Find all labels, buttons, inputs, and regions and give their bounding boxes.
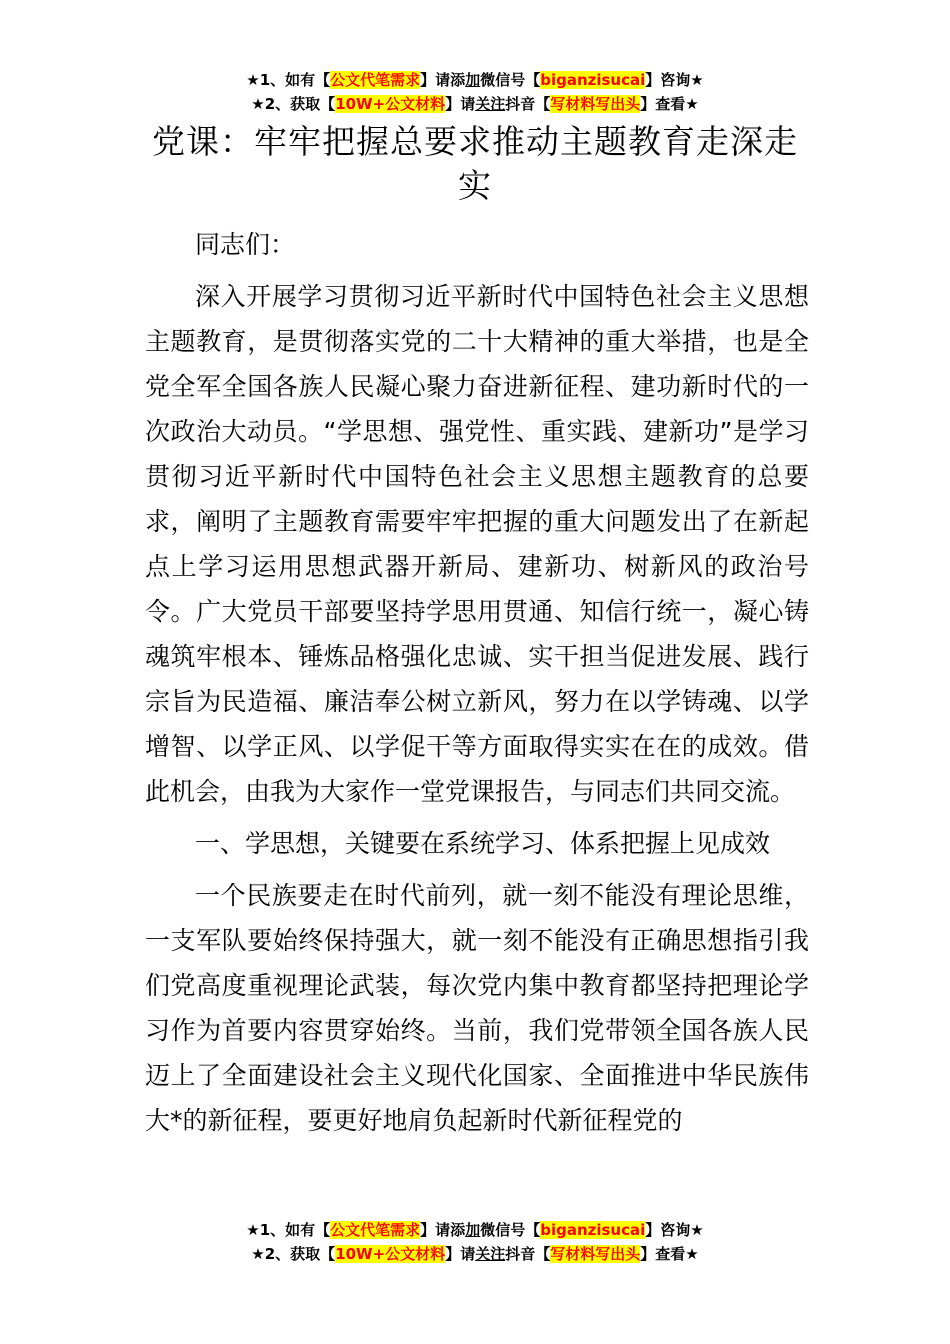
banner-line-2 (0, 92, 950, 116)
banner-highlight: biganzisucai (540, 71, 646, 89)
banner-highlight: 10W+公文材料 (335, 95, 446, 113)
section-heading: 一、学思想，关键要在系统学习、体系把握上见成效 (195, 829, 771, 858)
banner-text: ★1、如有【 (246, 1221, 331, 1239)
banner-text: ★1、如有【 (246, 71, 331, 89)
banner-line-1 (0, 1218, 950, 1242)
paragraph: 深入开展学习贯彻习近平新时代中国特色社会主义思想主题教育，是贯彻落实党的二十大精神的重大举措，也是全党全军全国各族人民凝心聚力奋进新征程、建功新时代的一次政治大动员。“学思想、强党性、重实践、建新功”是学习贯彻习近平新时代中国特色社会主义思想主题教育的总要求，阐明了主题教育需要牢牢把握的重大问题发出了在新起点上学习运用思想武器开新局、建新功、树新风的政治号令。广大党员干部要坚持学思用贯通、知信行统一，凝心铸魂筑牢根本、锤炼品格强化忠诚、实干担当促进发展、践行宗旨为民造福、廉洁奉公树立新风，努力在以学铸魂、以学增智、以学正风、以学促干等方面取得实实在在的成效。借此机会，由我为大家作一堂党课报告，与同志们共同交流。 (145, 282, 809, 806)
banner-text: ★2、获取【 (251, 1245, 336, 1263)
banner-text: 】咨询★ (645, 71, 704, 89)
banner-line-1 (0, 68, 950, 92)
banner-line-2 (0, 1242, 950, 1266)
banner-text: 微信号【 (480, 1221, 541, 1239)
banner-text: 】请添 (420, 71, 466, 89)
banner-highlight: 10W+公文材料 (335, 1245, 446, 1263)
banner-underline: 关注 (475, 1245, 506, 1263)
banner-text: ★2、获取【 (251, 95, 336, 113)
banner-highlight: 写材料写出头 (550, 95, 641, 113)
banner-text: 】查看★ (640, 1245, 699, 1263)
header-banner (0, 68, 950, 116)
banner-text: 抖音【 (505, 1245, 551, 1263)
banner-text: 】查看★ (640, 95, 699, 113)
banner-underline: 加 (465, 71, 481, 89)
banner-text: 】请 (445, 1245, 476, 1263)
banner-highlight: 写材料写出头 (550, 1245, 641, 1263)
banner-text: 】请 (445, 95, 476, 113)
document-body (145, 222, 809, 1143)
banner-text: 】请添 (420, 1221, 466, 1239)
banner-text: 】咨询★ (645, 1221, 704, 1239)
banner-underline: 加 (465, 1221, 481, 1239)
document-title: 党课：牢牢把握总要求推动主题教育走深走实 (152, 122, 798, 205)
footer-banner (0, 1218, 950, 1266)
banner-highlight: biganzisucai (540, 1221, 646, 1239)
banner-highlight: 公文代笔需求 (330, 1221, 421, 1239)
banner-text: 微信号【 (480, 71, 541, 89)
salutation: 同志们： (195, 230, 296, 259)
banner-text: 抖音【 (505, 95, 551, 113)
paragraph: 一个民族要走在时代前列，就一刻不能没有理论思维，一支军队要始终保持强大，就一刻不能没有正确思想指引我们党高度重视理论武装，每次党内集中教育都坚持把理论学习作为首要内容贯穿始终。当前，我们党带领全国各族人民迈上了全面建设社会主义现代化国家、全面推进中华民族伟大*的新征程，要更好地肩负起新时代新征程党的 (145, 881, 809, 1135)
banner-highlight: 公文代笔需求 (330, 71, 421, 89)
banner-underline: 关注 (475, 95, 506, 113)
